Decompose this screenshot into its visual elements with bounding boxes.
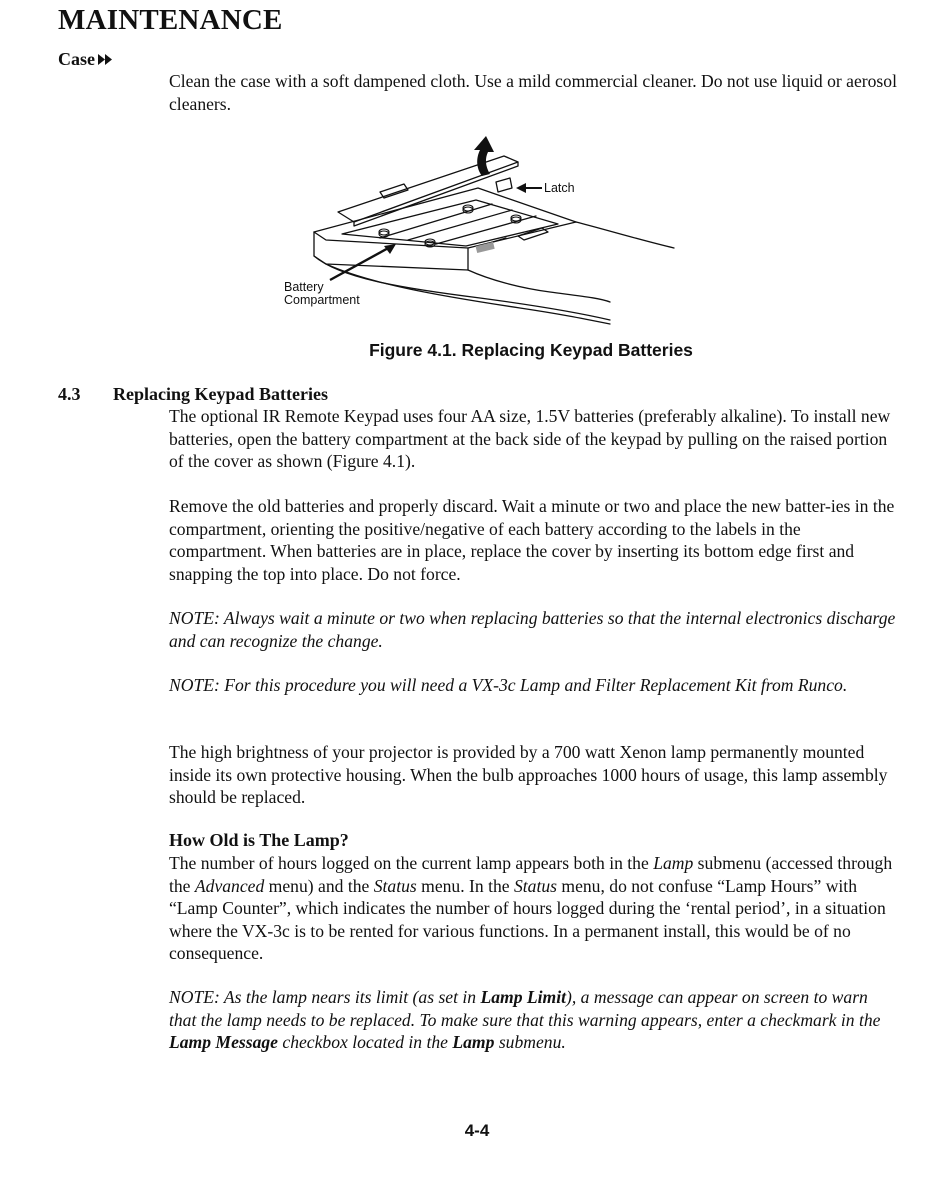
battery-label-line1: Battery	[284, 280, 324, 294]
case-heading	[58, 49, 112, 70]
section-paragraph-2: Remove the old batteries and properly discard. Wait a minute or two and place the new batter-ies in the compartment, orienting the positive/negative of each battery according to the labels in the compartment. When batteries are in place, replace the cover by inserting its bottom edge first and snapping the top into place. Do not force.	[169, 496, 895, 584]
page-number: 4-4	[464, 1121, 490, 1140]
case-paragraph: Clean the case with a soft dampened cloth. Use a mild commercial cleaner. Do not use liquid or aerosol cleaners.	[169, 71, 897, 114]
keypad-battery-figure	[280, 128, 690, 328]
section-number: 4.3	[58, 384, 81, 404]
page-title: MAINTENANCE	[58, 4, 283, 36]
section-title: Replacing Keypad Batteries	[113, 384, 328, 404]
latch-label: Latch	[544, 181, 575, 195]
figure-caption: Figure 4.1. Replacing Keypad Batteries	[369, 340, 693, 360]
note-batteries: NOTE: Always wait a minute or two when replacing batteries so that the internal electronics discharge and can recognize the change.	[169, 608, 896, 651]
case-heading-label: Case	[58, 49, 95, 69]
battery-label-line2: Compartment	[284, 293, 360, 307]
section-heading	[58, 384, 328, 405]
double-arrow-right-icon	[98, 54, 112, 65]
note-lamp-limit: NOTE: As the lamp nears its limit (as set in Lamp Limit), a message can appear on screen to warn that the lamp needs to be replaced. To make sure that this warning appears, enter a checkmark in the Lamp Message checkbox located in the Lamp submenu.	[169, 987, 881, 1053]
lamp-age-paragraph: The number of hours logged on the current lamp appears both in the Lamp submenu (accessed through the Advanced menu) and the Status menu. In the Status menu, do not confuse “Lamp Hours” with “Lamp Counter”, which indicates the number of hours logged during the ‘rental period’, in a situation where the VX-3c is to be rented for various functions. In a permanent install, this would be of no consequence.	[169, 853, 893, 964]
section-paragraph-3: The high brightness of your projector is provided by a 700 watt Xenon lamp permanently mounted inside its own protective housing. When the bulb approaches 1000 hours of usage, this lamp assembly should be replaced.	[169, 742, 888, 808]
section-paragraph-1: The optional IR Remote Keypad uses four AA size, 1.5V batteries (preferably alkaline). To install new batteries, open the battery compartment at the back side of the keypad by pulling on the raised portion of the cover as shown (Figure 4.1).	[169, 406, 891, 472]
note-kit: NOTE: For this procedure you will need a VX-3c Lamp and Filter Replacement Kit from Runco.	[169, 675, 848, 695]
lamp-age-heading: How Old is The Lamp?	[169, 830, 349, 850]
